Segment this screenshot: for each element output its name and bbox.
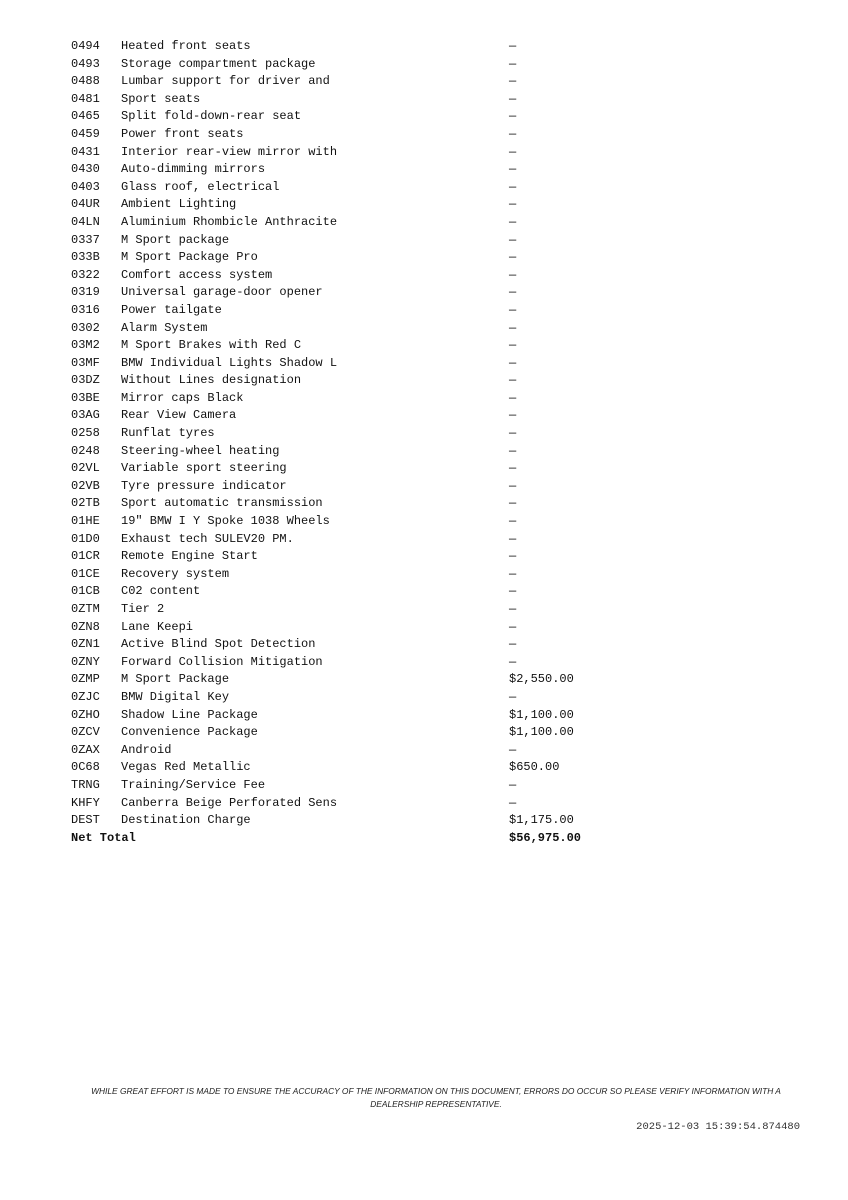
option-row <box>71 232 629 250</box>
option-code: 03BE <box>71 390 100 405</box>
option-code: 01D0 <box>71 531 100 546</box>
option-code: 0C68 <box>71 760 100 775</box>
option-code: 03MF <box>71 355 100 370</box>
option-row <box>71 601 629 619</box>
option-price: — <box>509 109 517 124</box>
options-table <box>71 38 629 847</box>
option-code: 0459 <box>71 126 100 141</box>
option-code: 04UR <box>71 197 100 212</box>
option-row <box>71 566 629 584</box>
option-code: 03DZ <box>71 373 100 388</box>
option-row <box>71 302 629 320</box>
option-price: — <box>509 91 517 106</box>
option-code: DEST <box>71 813 100 828</box>
option-row <box>71 390 629 408</box>
option-price: — <box>509 355 517 370</box>
option-price: $1,100.00 <box>509 707 574 722</box>
option-code: 02VB <box>71 478 100 493</box>
option-code: 0ZNY <box>71 654 100 669</box>
net-total-row <box>71 830 629 848</box>
option-description: Rear View Camera <box>121 408 237 423</box>
option-row <box>71 724 629 742</box>
option-price: — <box>509 267 517 282</box>
option-price: — <box>509 584 517 599</box>
option-code: 01HE <box>71 514 100 529</box>
option-description: Mirror caps Black <box>121 390 244 405</box>
option-price: $650.00 <box>509 760 560 775</box>
option-price: — <box>509 302 517 317</box>
option-row <box>71 583 629 601</box>
option-code: 0302 <box>71 320 100 335</box>
option-row <box>71 654 629 672</box>
option-code: 03AG <box>71 408 100 423</box>
option-price: $1,175.00 <box>509 813 574 828</box>
option-row <box>71 495 629 513</box>
option-description: Sport seats <box>121 91 201 106</box>
option-description: M Sport Package Pro <box>121 250 258 265</box>
option-row <box>71 214 629 232</box>
option-price: — <box>509 461 517 476</box>
option-code: 0316 <box>71 302 100 317</box>
option-description: Recovery system <box>121 566 230 581</box>
option-code: 0403 <box>71 179 100 194</box>
option-description: Steering-wheel heating <box>121 443 280 458</box>
net-total-value: $56,975.00 <box>509 830 582 845</box>
option-price: — <box>509 373 517 388</box>
option-row <box>71 284 629 302</box>
option-row <box>71 267 629 285</box>
option-price: — <box>509 426 517 441</box>
option-description: Runflat tyres <box>121 426 215 441</box>
option-row <box>71 777 629 795</box>
option-row <box>71 407 629 425</box>
option-price: — <box>509 566 517 581</box>
option-price: — <box>509 514 517 529</box>
option-code: 0322 <box>71 267 100 282</box>
option-description: Destination Charge <box>121 813 251 828</box>
option-price: — <box>509 478 517 493</box>
option-code: 0258 <box>71 426 100 441</box>
option-row <box>71 742 629 760</box>
option-code: 0ZHO <box>71 707 100 722</box>
option-description: Heated front seats <box>121 39 251 53</box>
option-code: 0ZMP <box>71 672 100 687</box>
option-code: 0488 <box>71 74 100 89</box>
option-row <box>71 161 629 179</box>
option-code: 01CE <box>71 566 100 581</box>
option-row <box>71 531 629 549</box>
print-timestamp: 2025-12-03 15:39:54.874480 <box>636 1121 800 1133</box>
option-description: Without Lines designation <box>121 373 302 388</box>
option-code: 0ZJC <box>71 689 100 704</box>
option-description: Alarm System <box>121 320 208 335</box>
option-code: 02VL <box>71 461 100 476</box>
option-description: Universal garage-door opener <box>121 285 323 300</box>
option-description: M Sport Package <box>121 672 230 687</box>
option-price: — <box>509 619 517 634</box>
option-row <box>71 759 629 777</box>
option-description: Shadow Line Package <box>121 707 258 722</box>
option-code: 03M2 <box>71 338 100 353</box>
option-code: TRNG <box>71 777 100 792</box>
option-price: — <box>509 250 517 265</box>
option-price: — <box>509 144 517 159</box>
option-code: 0ZN8 <box>71 619 100 634</box>
option-description: M Sport package <box>121 232 230 247</box>
option-row <box>71 636 629 654</box>
option-description: Training/Service Fee <box>121 777 266 792</box>
option-price: — <box>509 232 517 247</box>
option-description: Tier 2 <box>121 602 165 616</box>
option-row <box>71 91 629 109</box>
option-description: Comfort access system <box>121 267 273 282</box>
option-code: 0493 <box>71 56 100 71</box>
option-price: — <box>509 320 517 335</box>
option-description: Vegas Red Metallic <box>121 760 251 775</box>
option-row <box>71 337 629 355</box>
option-price: — <box>509 56 517 71</box>
option-description: Power tailgate <box>121 302 222 317</box>
option-description: Interior rear-view mirror with <box>121 144 338 159</box>
option-row <box>71 196 629 214</box>
option-description: Auto-dimming mirrors <box>121 162 266 177</box>
option-row <box>71 144 629 162</box>
option-code: 0465 <box>71 109 100 124</box>
option-description: BMW Digital Key <box>121 689 230 704</box>
option-price: — <box>509 179 517 194</box>
option-row <box>71 478 629 496</box>
option-row <box>71 707 629 725</box>
net-total-label: Net Total <box>71 830 136 845</box>
option-description: Lane Keepi <box>121 619 194 634</box>
option-price: — <box>509 126 517 141</box>
option-code: 0481 <box>71 91 100 106</box>
option-price: — <box>509 408 517 423</box>
option-code: 01CB <box>71 584 100 599</box>
option-code: 0494 <box>71 39 100 53</box>
option-code: 0430 <box>71 162 100 177</box>
option-price: — <box>509 390 517 405</box>
option-code: KHFY <box>71 795 100 810</box>
option-price: — <box>509 795 517 810</box>
option-description: Storage compartment package <box>121 56 316 71</box>
option-code: 0431 <box>71 144 100 159</box>
option-row <box>71 548 629 566</box>
option-code: 0ZCV <box>71 725 100 740</box>
option-price: — <box>509 39 517 53</box>
option-description: C02 content <box>121 584 201 599</box>
option-row <box>71 38 629 56</box>
option-description: Split fold-down-rear seat <box>121 109 302 124</box>
option-description: Android <box>121 742 172 757</box>
option-description: Glass roof, electrical <box>121 179 280 194</box>
option-code: 0ZN1 <box>71 637 100 652</box>
option-code: 01CR <box>71 549 100 564</box>
option-price: — <box>509 602 517 616</box>
option-row <box>71 513 629 531</box>
option-row <box>71 671 629 689</box>
option-price: — <box>509 197 517 212</box>
option-row <box>71 443 629 461</box>
option-description: Sport automatic transmission <box>121 496 323 511</box>
option-description: Lumbar support for driver and <box>121 74 330 89</box>
option-price: $2,550.00 <box>509 672 574 687</box>
option-description: Convenience Package <box>121 725 258 740</box>
option-description: M Sport Brakes with Red C <box>121 338 302 353</box>
option-description: Forward Collision Mitigation <box>121 654 323 669</box>
option-code: 0ZTM <box>71 602 100 616</box>
option-description: Remote Engine Start <box>121 549 258 564</box>
option-code: 033B <box>71 250 100 265</box>
option-row <box>71 249 629 267</box>
option-description: Ambient Lighting <box>121 197 237 212</box>
option-description: Aluminium Rhombicle Anthracite <box>121 214 338 229</box>
option-description: BMW Individual Lights Shadow L <box>121 355 338 370</box>
option-price: — <box>509 285 517 300</box>
option-row <box>71 355 629 373</box>
net-total-spacer <box>121 830 509 848</box>
option-row <box>71 73 629 91</box>
option-row <box>71 320 629 338</box>
option-code: 0248 <box>71 443 100 458</box>
option-price: — <box>509 338 517 353</box>
option-description: Canberra Beige Perforated Sens <box>121 795 338 810</box>
option-price: — <box>509 443 517 458</box>
option-code: 0319 <box>71 285 100 300</box>
option-description: 19" BMW I Y Spoke 1038 Wheels <box>121 514 330 529</box>
option-code: 02TB <box>71 496 100 511</box>
option-price: — <box>509 496 517 511</box>
option-price: — <box>509 531 517 546</box>
option-row <box>71 619 629 637</box>
option-code: 0337 <box>71 232 100 247</box>
option-description: Variable sport steering <box>121 461 287 476</box>
option-price: — <box>509 777 517 792</box>
option-price: — <box>509 689 517 704</box>
option-description: Exhaust tech SULEV20 PM. <box>121 531 294 546</box>
option-price: — <box>509 74 517 89</box>
options-list <box>71 38 629 830</box>
option-row <box>71 795 629 813</box>
option-code: 04LN <box>71 214 100 229</box>
option-row <box>71 460 629 478</box>
option-code: 0ZAX <box>71 742 100 757</box>
option-description: Power front seats <box>121 126 244 141</box>
option-price: — <box>509 549 517 564</box>
option-price: — <box>509 162 517 177</box>
disclaimer-text: WHILE GREAT EFFORT IS MADE TO ENSURE THE ACCURACY OF THE INFORMATION ON THIS DOCUMENT, ERRORS DO OCCUR SO PLEASE VERIFY INFORMATION WITH A DEALERSHIP REPRESENTATIVE. <box>91 1086 781 1109</box>
option-row <box>71 372 629 390</box>
option-price: — <box>509 742 517 757</box>
option-price: — <box>509 637 517 652</box>
option-price: — <box>509 654 517 669</box>
option-row <box>71 179 629 197</box>
option-price: $1,100.00 <box>509 725 574 740</box>
option-row <box>71 812 629 830</box>
option-row <box>71 689 629 707</box>
option-row <box>71 108 629 126</box>
option-description: Tyre pressure indicator <box>121 478 287 493</box>
option-row <box>71 425 629 443</box>
option-row <box>71 56 629 74</box>
option-description: Active Blind Spot Detection <box>121 637 316 652</box>
option-row <box>71 126 629 144</box>
option-price: — <box>509 214 517 229</box>
